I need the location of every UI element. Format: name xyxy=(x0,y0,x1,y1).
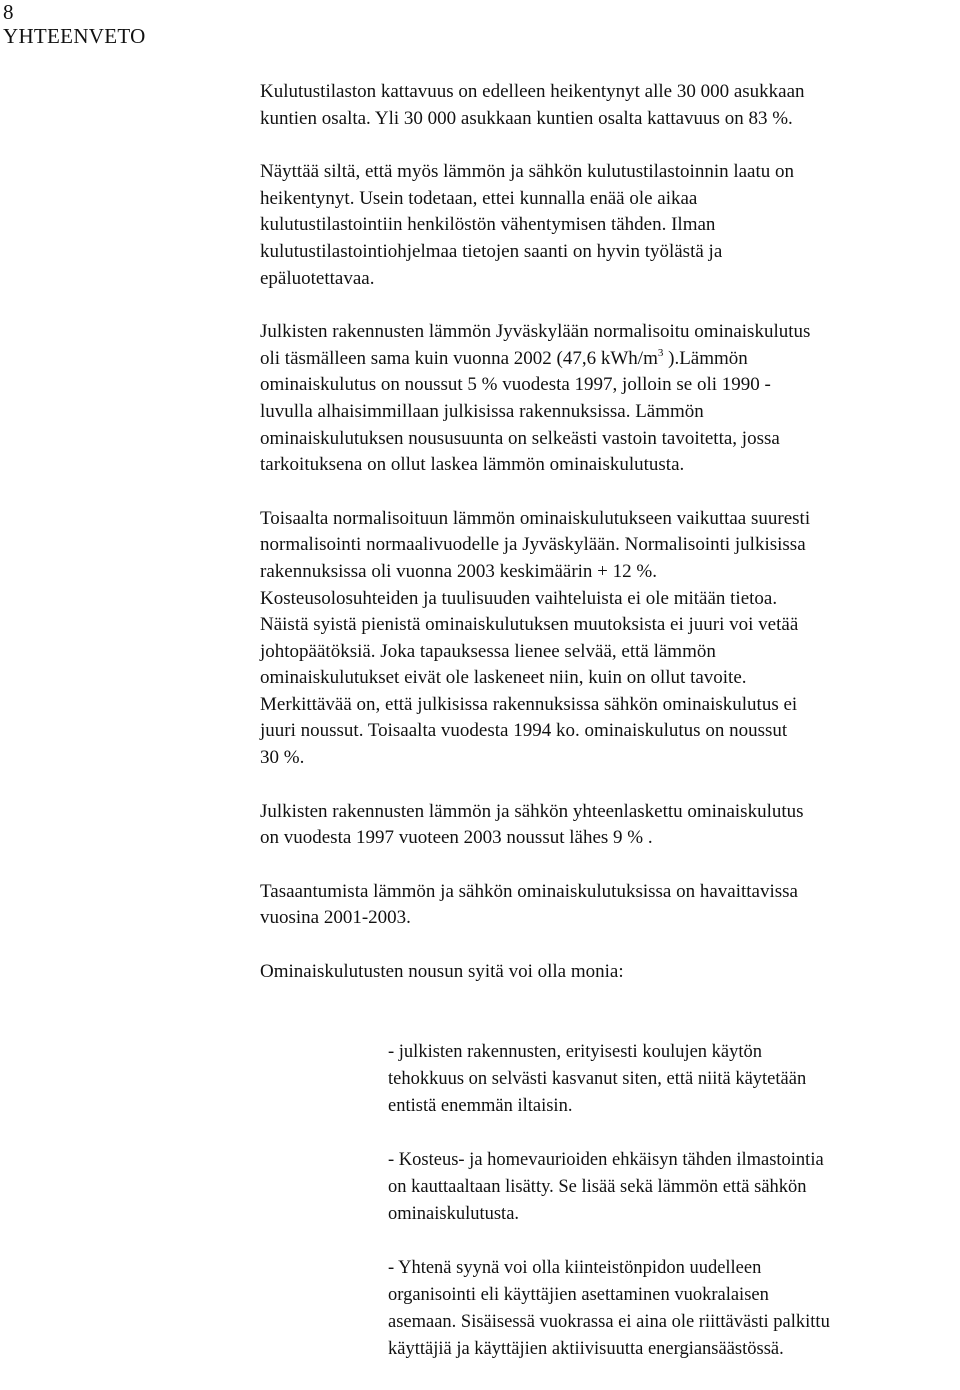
text-line: Kosteusolosuhteiden ja tuulisuuden vaihteluista ei ole mitään tietoa. xyxy=(260,587,778,609)
text-line: on kauttaaltaan lisätty. Se lisää sekä lämmön että sähkön xyxy=(388,1177,807,1197)
text-line: 30 %. xyxy=(260,747,305,769)
paragraph-combined-consumption xyxy=(260,799,952,852)
text-line: kulutustilastointiin henkilöstön vähentymisen tähden. Ilman xyxy=(260,214,716,236)
paragraph-levelling xyxy=(260,879,952,932)
page-number: 8 xyxy=(3,0,14,24)
reasons-list xyxy=(388,1039,948,1390)
text-line: normalisointi normaalivuodelle ja Jyväskylään. Normalisointi julkisissa xyxy=(260,534,806,556)
text-line: asemaan. Sisäisessä vuokrassa ei aina ole riittävästi palkittu xyxy=(388,1312,830,1332)
text-line: kulutustilastointiohjelmaa tietojen saanti on hyvin työlästä ja xyxy=(260,240,723,262)
text-line: juuri noussut. Toisaalta vuodesta 1994 ko. ominaiskulutus on noussut xyxy=(260,720,788,742)
list-item xyxy=(388,1039,948,1120)
paragraph-reasons-intro xyxy=(260,959,952,986)
text-line: on vuodesta 1997 vuoteen 2003 noussut lähes 9 % . xyxy=(260,827,653,849)
text-line: Tasaantumista lämmön ja sähkön ominaiskulutuksissa on havaittavissa xyxy=(260,880,798,902)
text-line: - Kosteus- ja homevaurioiden ehkäisyn tähden ilmastointia xyxy=(388,1150,824,1170)
text-line: Ominaiskulutusten nousun syitä voi olla monia: xyxy=(260,961,624,983)
text-line: käyttäjiä ja käyttäjien aktiivisuutta energiansäästössä. xyxy=(388,1339,784,1359)
text-line-with-unit xyxy=(260,346,952,373)
text-line: Toisaalta normalisoituun lämmön ominaiskulutukseen vaikuttaa suuresti xyxy=(260,507,811,529)
paragraph-normalisation xyxy=(260,506,952,772)
list-item xyxy=(388,1255,948,1363)
text-line: ominaiskulutus on noussut 5 % vuodesta 1997, jolloin se oli 1990 - xyxy=(260,374,771,396)
text-line: epäluotettavaa. xyxy=(260,267,375,289)
text-fragment: oli täsmälleen sama kuin vuonna 2002 (47,6 kWh/m xyxy=(260,347,658,369)
text-line: - julkisten rakennusten, erityisesti koulujen käytön xyxy=(388,1042,763,1062)
section-title: YHTEENVETO xyxy=(3,24,146,48)
list-item xyxy=(388,1147,948,1228)
text-line: ominaiskulutuksen noususuunta on selkeästi vastoin tavoitetta, jossa xyxy=(260,427,780,449)
text-line: tarkoituksena on ollut laskea lämmön ominaiskulutusta. xyxy=(260,454,685,476)
text-line: rakennuksissa oli vuonna 2003 keskimäärin + 12 %. xyxy=(260,560,657,582)
summary-body xyxy=(260,79,952,1013)
unit-superscript: 3 xyxy=(657,346,664,359)
text-line: kuntien osalta. Yli 30 000 asukkaan kuntien osalta kattavuus on 83 %. xyxy=(260,107,793,129)
paragraph-quality xyxy=(260,159,952,292)
text-line: Julkisten rakennusten lämmön ja sähkön yhteenlaskettu ominaiskulutus xyxy=(260,800,804,822)
text-line: tehokkuus on selvästi kasvanut siten, että niitä käytetään xyxy=(388,1069,807,1089)
paragraph-heat-consumption xyxy=(260,319,952,479)
text-line: Näyttää siltä, että myös lämmön ja sähkön kulutustilastoinnin laatu on xyxy=(260,161,795,183)
text-line: Kulutustilaston kattavuus on edelleen heikentynyt alle 30 000 asukkaan xyxy=(260,81,805,102)
text-line: - Yhtenä syynä voi olla kiinteistönpidon uudelleen xyxy=(388,1258,762,1278)
paragraph-coverage xyxy=(260,79,952,132)
text-line: Näistä syistä pienistä ominaiskulutuksen muutoksista ei juuri voi vetää xyxy=(260,614,799,636)
text-line: johtopäätöksiä. Joka tapauksessa lienee selvää, että lämmön xyxy=(260,640,716,662)
text-line: luvulla alhaisimmillaan julkisissa rakennuksissa. Lämmön xyxy=(260,400,704,422)
text-line: vuosina 2001-2003. xyxy=(260,907,411,929)
text-line: heikentynyt. Usein todetaan, ettei kunnalla enää ole aikaa xyxy=(260,187,698,209)
text-line: ominaiskulutukset eivät ole laskeneet niin, kuin on ollut tavoite. xyxy=(260,667,747,689)
text-line: ominaiskulutusta. xyxy=(388,1204,520,1224)
text-line: Merkittävää on, että julkisissa rakennuksissa sähkön ominaiskulutus ei xyxy=(260,693,798,715)
text-line: entistä enemmän iltaisin. xyxy=(388,1096,573,1116)
text-line: organisointi eli käyttäjien asettaminen vuokralaisen xyxy=(388,1285,769,1305)
text-fragment: ).Lämmön xyxy=(663,347,748,369)
text-line: Julkisten rakennusten lämmön Jyväskylään normalisoitu ominaiskulutus xyxy=(260,321,811,343)
